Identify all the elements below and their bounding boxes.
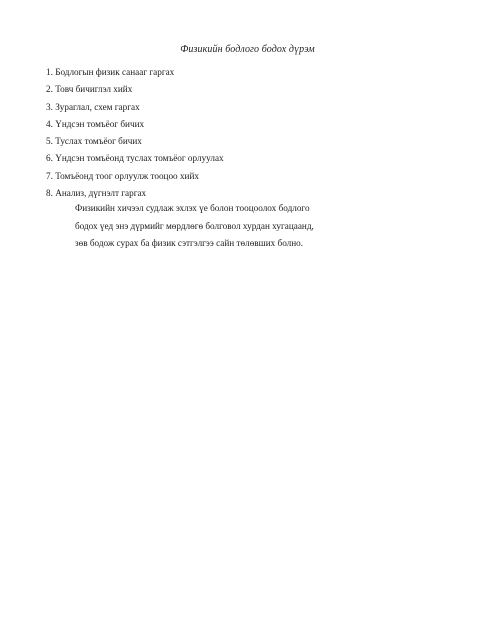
step-item-1: 1. Бодлогын физик санааг гаргах: [46, 67, 175, 77]
step-item-5: 5. Туслах томъёог бичих: [46, 136, 142, 147]
step-item-3: 3. Зураглал, схем гаргах: [46, 101, 140, 112]
note-line-1: Физикийн хичээл судлаж эхлэх үе болон тооцоолох бодлого: [75, 203, 310, 213]
note-line-2: бодох үед энэ дүрмийг мөрдлөгө болговол хурдан хугацаанд,: [75, 220, 314, 231]
note-paragraph: [75, 200, 395, 253]
document-title: Физикийн бодлого бодох дүрэм: [180, 44, 315, 55]
step-item-4: 4. Үндсэн томъёог бичих: [46, 118, 145, 129]
step-item-8: 8. Анализ, дүгнэлт гаргах: [46, 188, 147, 199]
step-item-6: 6. Үндсэн томъёонд туслах томъёог орлуулах: [46, 153, 224, 164]
steps-list: [46, 64, 446, 202]
step-item-2: 2. Товч бичиглэл хийх: [46, 84, 133, 95]
note-line-3: зөв бодож сурах ба физик сэтгэлгээ сайн төлөвших болно.: [75, 238, 304, 248]
step-item-7: 7. Томъёонд тоог орлуулж тооцоо хийх: [46, 170, 199, 181]
